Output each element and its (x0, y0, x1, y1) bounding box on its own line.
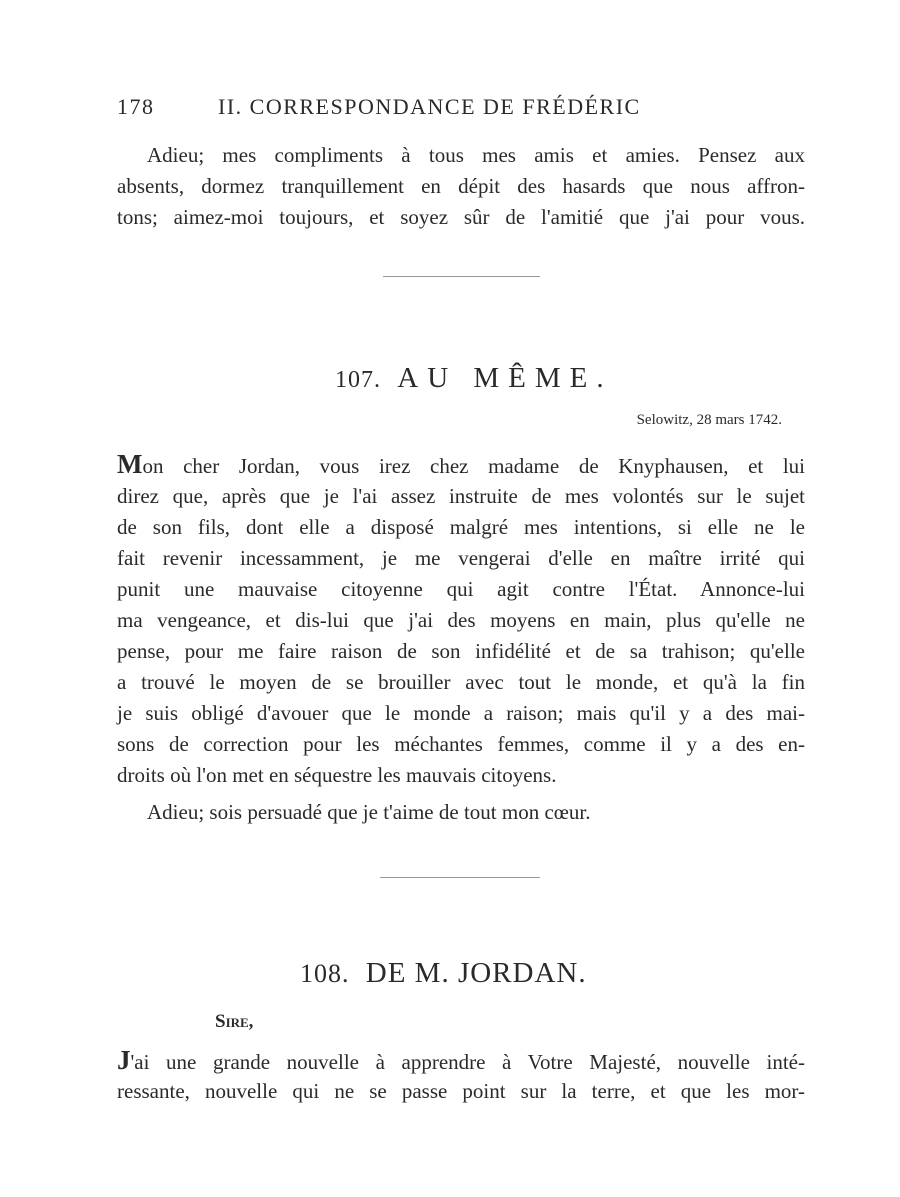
text-line: tons; aimez-moi toujours, et soyez sûr de l'amitié que j'ai pour vous. (117, 205, 805, 229)
text-line: Adieu; mes compliments à tous mes amis et amies. Pensez aux (147, 143, 805, 167)
drop-initial: M (117, 449, 143, 479)
text-line: je suis obligé d'avouer que le monde a raison; mais qu'il y a des mai- (117, 701, 805, 725)
text-line (117, 1045, 805, 1075)
text-line: absents, dormez tranquillement en dépit des hasards que nous affron- (117, 174, 805, 198)
line-text: on cher Jordan, vous irez chez madame de Knyphausen, et lui (142, 454, 805, 478)
text-line: pense, pour me faire raison de son infidélité et de sa trahison; qu'elle (117, 639, 805, 663)
letter-heading (300, 957, 587, 990)
text-line: ma vengeance, et dis-lui que j'ai des moyens en main, plus qu'elle ne (117, 608, 805, 632)
section-divider (383, 276, 540, 277)
letter-number: 108. (300, 959, 350, 988)
letter-number: 107. (335, 367, 381, 393)
text-line (117, 449, 805, 479)
text-line: droits où l'on met en séquestre les mauvais citoyens. (117, 763, 557, 787)
text-line: a trouvé le moyen de se brouiller avec tout le monde, et qu'à la fin (117, 670, 805, 694)
closing-line: Adieu; sois persuadé que je t'aime de tout mon cœur. (147, 800, 591, 824)
drop-initial: J (117, 1045, 131, 1075)
text-line: fait revenir incessamment, je me vengerai d'elle en maître irrité qui (117, 546, 805, 570)
dateline: Selowitz, 28 mars 1742. (636, 412, 782, 428)
section-divider (380, 877, 540, 878)
letter-title: AU MÊME. (397, 362, 613, 394)
text-line: ressante, nouvelle qui ne se passe point sur la terre, et que les mor- (117, 1079, 805, 1103)
text-line: de son fils, dont elle a disposé malgré mes intentions, si elle ne le (117, 515, 805, 539)
text-line: sons de correction pour les méchantes femmes, comme il y a des en- (117, 732, 805, 756)
running-title: II. CORRESPONDANCE DE FRÉDÉRIC (218, 94, 641, 119)
letter-title: DE M. JORDAN. (365, 957, 587, 989)
line-text: 'ai une grande nouvelle à apprendre à Votre Majesté, nouvelle inté- (130, 1050, 805, 1074)
page-number: 178 (117, 94, 155, 119)
text-line: direz que, après que je l'ai assez instruite de mes volontés sur le sujet (117, 484, 805, 508)
salutation: Sire, (215, 1011, 254, 1032)
text-line: punit une mauvaise citoyenne qui agit contre l'État. Annonce-lui (117, 577, 805, 601)
letter-heading (335, 362, 613, 395)
